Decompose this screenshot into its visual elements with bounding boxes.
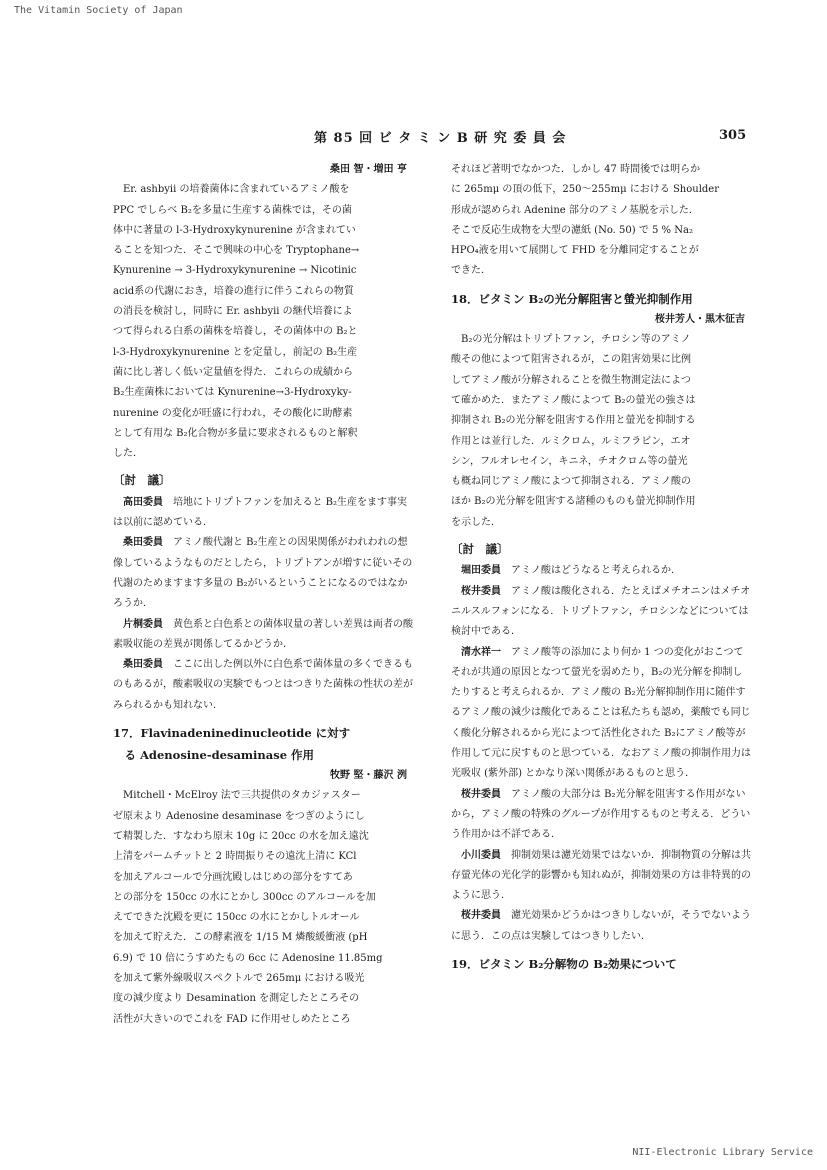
section17-continuation — [451, 160, 751, 282]
text-line: l-3-Hydroxykynurenine とを定量し，前記の B₂生産 — [113, 346, 358, 358]
text-line: 作用とは並行した．ルミクロム，ルミフラビン，エオ — [451, 435, 691, 447]
running-header: 第 85 回 ビ タ ミ ン B 研 究 委 員 会 — [314, 131, 567, 146]
discussion-entry — [113, 655, 413, 716]
discussion-entry — [451, 643, 751, 785]
text-line: ほか B₂の光分解を阻害する諸種のものも螢光抑制作用 — [451, 496, 696, 508]
text-line: を加えアルコールで分画沈殿しはじめの部分をすてあ — [113, 871, 353, 883]
speaker-name: 桜井委員 — [461, 585, 501, 597]
text-line: acid系の代謝におき，培養の進行に伴うこれらの物質 — [113, 285, 354, 297]
text-line: ることを知つた．そこで興味の中心を Tryptophane→ — [113, 245, 360, 257]
text-line: との部分を 150cc の水にとかし 300cc のアルコールを加 — [113, 891, 376, 903]
section16-authors: 桑田 智・増田 亨 — [330, 164, 407, 175]
text-line: PPC でしらべ B₂を多量に生産する菌株では，その菌 — [113, 204, 352, 216]
discussion-entry — [113, 493, 413, 534]
text-line: nurenine の変化が旺盛に行われ，その酸化に助酵素 — [113, 407, 353, 419]
text-line: Mitchell・McElroy 法で三共提供のタカジァスター — [123, 790, 361, 802]
text-line: 上清をパームチットと 2 時間振りその遠沈上清に KCl — [113, 851, 357, 863]
text-line: えてできた沈殿を更に 150cc の水にとかしトルオール — [113, 912, 360, 924]
text-line: 度の減少度より Desamination を測定したところその — [113, 993, 360, 1005]
discussion-entry — [451, 582, 751, 643]
speaker-name: 片桐委員 — [123, 618, 163, 630]
speaker-name: 桜井委員 — [461, 788, 501, 800]
section18-body — [451, 330, 751, 533]
speaker-name: 桜井委員 — [461, 910, 501, 922]
section17-authors: 牧野 堅・藤沢 洌 — [330, 770, 407, 782]
discussion-entry — [113, 533, 413, 614]
text-line: B₂生産菌株においては Kynurenine→3-Hydroxyky- — [113, 387, 352, 399]
discussion-entry — [451, 561, 751, 581]
speaker-name: 堀田委員 — [461, 565, 501, 577]
section16-body — [113, 180, 413, 464]
speaker-remark: アミノ酸代謝と B₂生産との因果関係がわれわれの想像しているようなものだとしたら，トリプトアンが増すに従いその代謝のためますます多量の B₂がいるということになるのではなかろうか． — [113, 537, 413, 610]
text-line: 6.9) で 10 倍にうすめたもの 6cc に Adenosine 11.85mg — [113, 952, 383, 964]
right-column — [451, 160, 751, 975]
speaker-remark: アミノ酸の大部分は B₂光分解を阻害する作用がないから，アミノ酸の特殊のグループが作用するものと考える．どういう作用かは不詳である． — [451, 788, 751, 841]
discussion-heading-left: 〔討 議〕 — [113, 473, 171, 488]
speaker-name: 高田委員 — [123, 496, 163, 508]
discussion-entry — [451, 846, 751, 907]
text-line: 活性が大きいのでこれを FAD に作用せしめたところ — [113, 1013, 351, 1025]
text-line: に 265mμ の頂の低下，250〜255mμ における Shoulder — [451, 184, 719, 196]
text-line: そこで反応生成物を大型の濾紙 (No. 50) で 5 % Na₂ — [451, 224, 693, 236]
text-line: した． — [113, 448, 143, 460]
text-line: シン，フルオレセイン，キニネ，チオクロム等の螢光 — [451, 455, 688, 467]
speaker-remark: 濾光効果かどうかはつきりしないが，そうでないように思う．この点は実験してはつきりしたい． — [451, 910, 751, 942]
section19-title: 19．ビタミン B₂分解物の B₂効果について — [451, 956, 677, 971]
text-line: つて得られる白系の菌株を培養し，その菌体中の B₂と — [113, 326, 358, 338]
text-line: ゼ原末より Adenosine desaminase をつぎのようにし — [113, 810, 365, 822]
text-line: 形成が認められ Adenine 部分のアミノ基脱を示した． — [451, 204, 699, 216]
discussion-entry — [451, 785, 751, 846]
discussion-heading-right: 〔討 議〕 — [451, 542, 509, 557]
text-line: を示した． — [451, 516, 501, 528]
top-watermark: The Vitamin Society of Japan — [14, 5, 183, 16]
section17-title-line1: 17．Flavinadeninedinucleotide に対す — [113, 726, 351, 741]
speaker-remark: アミノ酸等の添加により何か 1 つの変化がおこつてそれが共通の原因となつて螢光を弱めたり，B₂の光分解を抑制したりすると考えられるか．アミノ酸の B₂光分解抑制作用に随伴するアミノ酸の減少は酸化であることは私たちも認め，薬酸でも同じく酸化分解されるから光によつて活性化された B₂にアミノ酸等が作用して元に戻すものと思つている．なおアミノ酸の抑制作用力は光吸収 (紫外部) とかなり深い関係があるものと思う． — [451, 646, 751, 780]
text-line: してアミノ酸が分解されることを微生物測定法によつ — [451, 374, 691, 386]
text-line: 菌に比し著しく低い定量値を得た．これらの成績から — [113, 366, 353, 378]
left-column — [113, 160, 413, 1030]
speaker-remark: 培地にトリプトファンを加えると B₂生産をます事実は以前に認めている． — [113, 496, 408, 529]
text-line: も概ね同じアミノ酸によつて抑制される．アミノ酸の — [451, 476, 691, 488]
discussion-entry — [451, 906, 751, 947]
text-line: B₂の光分解はトリプトファン，チロシン等のアミノ — [461, 334, 691, 346]
section18-title: 18．ビタミン B₂の光分解阻害と螢光抑制作用 — [451, 291, 693, 306]
page-number: 305 — [719, 128, 747, 143]
bottom-watermark: NII-Electronic Library Service — [632, 1147, 813, 1158]
text-line: Kynurenine → 3-Hydroxykynurenine → Nicotinic — [113, 265, 357, 277]
speaker-name: 桑田委員 — [123, 659, 163, 671]
section17-title-line2: る Adenosine-desaminase 作用 — [124, 748, 315, 763]
text-line: を加えて紫外線吸収スペクトルで 265mμ における吸光 — [113, 972, 365, 984]
discussion-left — [113, 493, 413, 716]
text-line: 体中に著量の l-3-Hydroxykynurenine が含まれてい — [113, 224, 356, 236]
speaker-remark: 黄色系と白色系との菌体収量の著しい差異は両者の酸素吸収能の差異が関係してるかどうか． — [113, 618, 413, 650]
text-line: の消長を検討し，同時に Er. ashbyii の継代培養によ — [113, 306, 353, 318]
speaker-name: 桑田委員 — [123, 537, 163, 549]
text-line: それほど著明でなかつた．しかし 47 時間後では明らか — [451, 164, 701, 175]
speaker-name: 清水祥一 — [461, 646, 501, 658]
speaker-remark: ここに出した例以外に白色系で菌体量の多くできるものもあるが，酸素吸収の実験でもつとはつきりた菌株の性状の差がみられるかも知れない． — [113, 659, 413, 711]
speaker-name: 小川委員 — [461, 849, 501, 861]
text-line: て確かめた．またアミノ酸によつて B₂の螢光の強さは — [451, 394, 696, 406]
section17-body — [113, 786, 413, 1030]
section18-authors: 桜井芳人・黒木征吉 — [655, 313, 745, 325]
text-line: て精製した．すなわち原末 10g に 20cc の水を加え遠沈 — [113, 830, 369, 842]
text-line: Er. ashbyii の培養菌体に含まれているアミノ酸を — [123, 184, 350, 196]
text-line: として有用な B₂化合物が多量に要求されるものと解釈 — [113, 427, 358, 439]
text-line: 酸その他によつて阻害されるが，この阻害効果に比例 — [451, 354, 691, 366]
text-line: HPO₄液を用いて展開して FHD を分離同定することが — [451, 245, 699, 257]
speaker-remark: 抑制効果は濾光効果ではないか．抑制物質の分解は共存螢光体の光化学的影響かも知れぬが，抑制効果の方は非特異的のように思う． — [451, 849, 751, 902]
discussion-right — [451, 561, 751, 947]
speaker-remark: アミノ酸はどうなると考えられるか． — [501, 565, 681, 577]
text-line: 抑制され B₂の光分解を阻害する作用と螢光を抑制する — [451, 415, 696, 427]
text-line: できた． — [451, 265, 491, 277]
text-line: を加えて貯えた．この酵素液を 1/15 M 燐酸緩衝液 (pH — [113, 932, 368, 944]
discussion-entry — [113, 615, 413, 656]
speaker-remark: アミノ酸は酸化される．たとえばメチオニンはメチオニルスルフォンになる．トリプトファン，チロシンなどについては検討中である． — [451, 585, 751, 638]
